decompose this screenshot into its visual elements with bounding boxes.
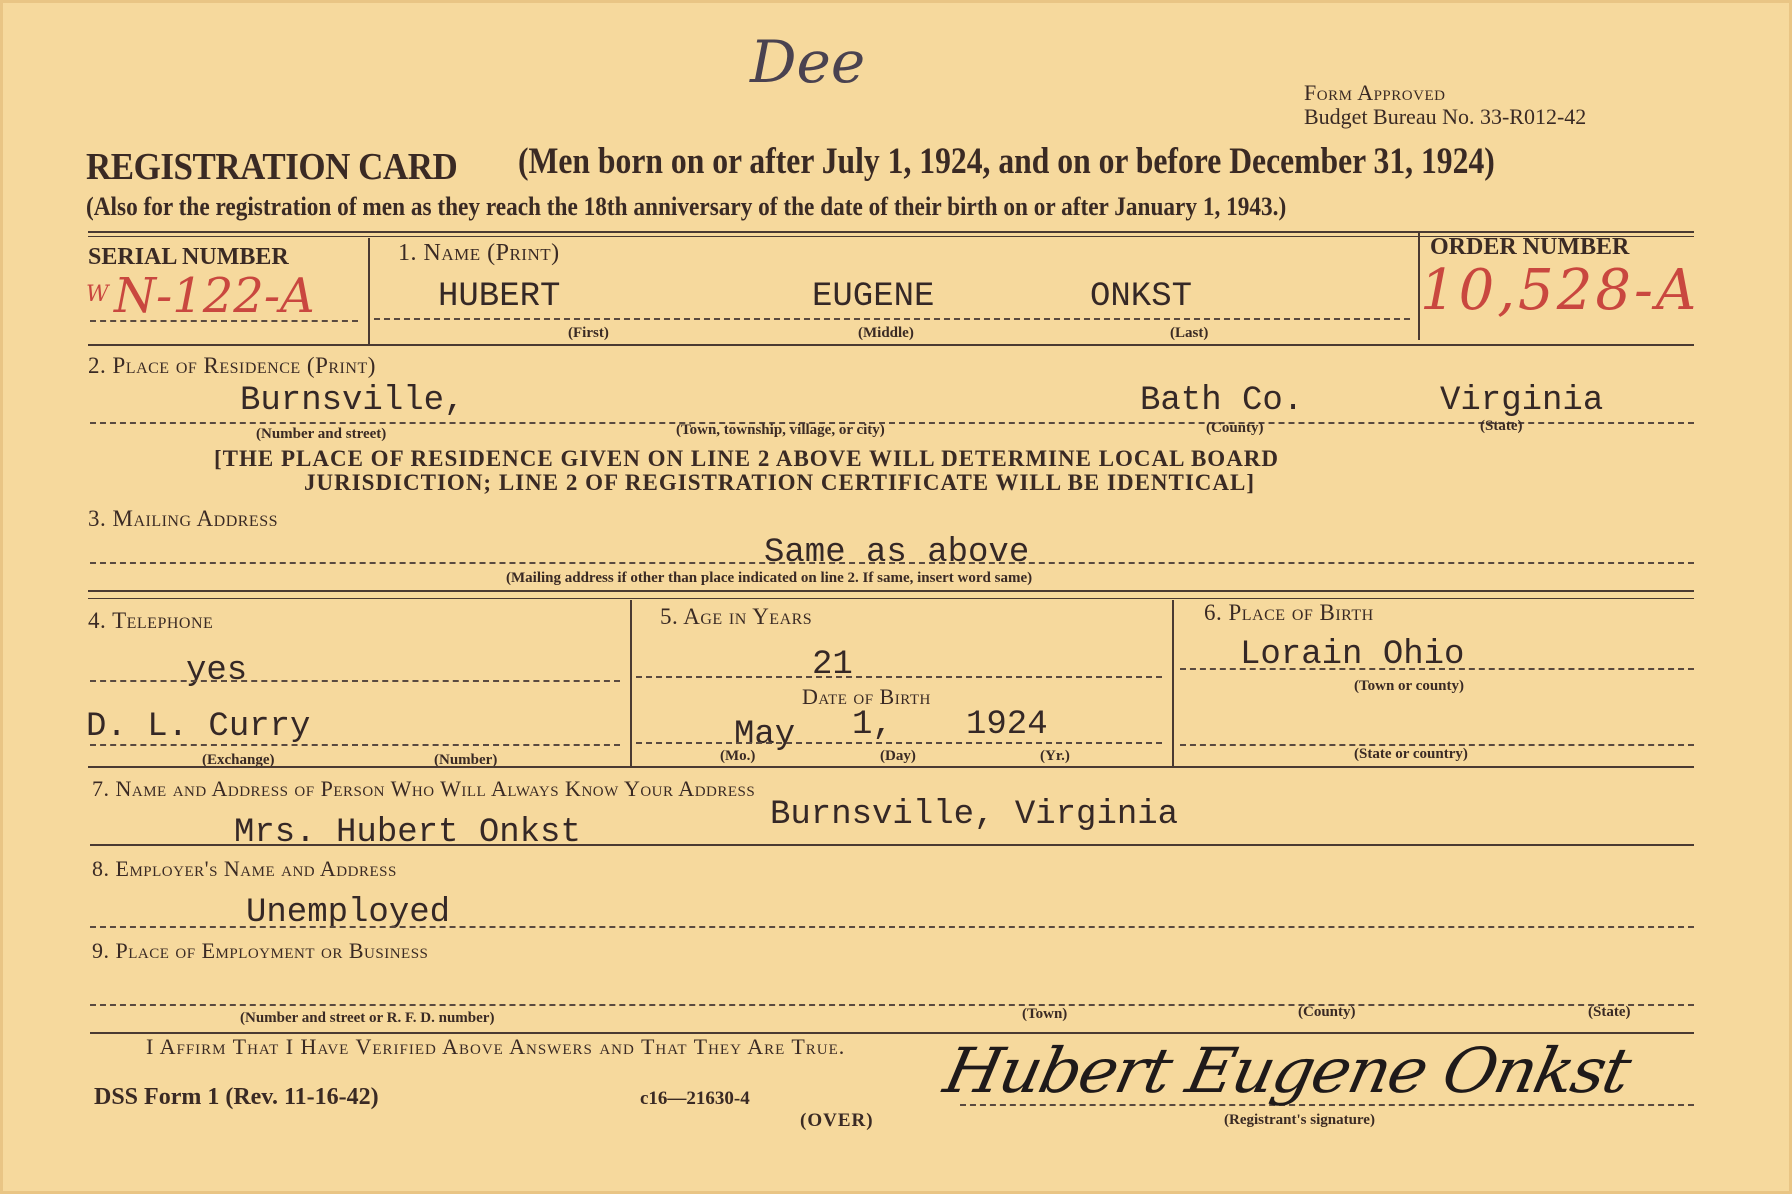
contact-label: 7. Name and Address of Person Who Will Always Know Your Address <box>92 776 756 801</box>
order-number-value: 10,528-A <box>1420 258 1700 323</box>
top-handwritten-mark: Dee <box>750 28 866 96</box>
contact-address-value: Burnsville, Virginia <box>770 796 1179 834</box>
residence-label: 2. Place of Residence (Print) <box>88 353 376 378</box>
middle-caption: (Middle) <box>858 325 914 341</box>
telephone-value: yes <box>186 652 248 690</box>
mailing-label: 3. Mailing Address <box>88 506 278 531</box>
affirmation-text: I Affirm That I Have Verified Above Answers and That They Are True. <box>146 1034 846 1059</box>
year-caption: (Yr.) <box>1040 748 1070 764</box>
card-title: REGISTRATION CARD <box>86 146 458 188</box>
birth-month-value: May <box>734 716 796 754</box>
card-subtitle: (Also for the registration of men as they reach the 18th anniversary of the date of their birth on or after January 1, 1943.) <box>86 192 1287 221</box>
age-value: 21 <box>812 646 853 684</box>
budget-number: Budget Bureau No. 33-R012-42 <box>1304 104 1587 129</box>
place-of-birth-label: 6. Place of Birth <box>1204 600 1374 625</box>
residence-county-value: Bath Co. <box>1140 382 1304 420</box>
form-approved: Form Approved <box>1304 80 1446 105</box>
last-caption: (Last) <box>1170 325 1209 341</box>
exchange-value: D. L. Curry <box>86 708 311 746</box>
mailing-caption: (Mailing address if other than place indicated on line 2. If same, insert word same) <box>506 570 1033 586</box>
registrant-signature: Hubert Eugene Onkst <box>938 1034 1636 1107</box>
last-name-value: ONKST <box>1090 278 1193 316</box>
residence-note-line2: JURISDICTION; LINE 2 OF REGISTRATION CERTIFICATE WILL BE IDENTICAL] <box>304 470 1256 495</box>
month-caption: (Mo.) <box>720 748 756 764</box>
residence-town-value: Burnsville, <box>240 382 465 420</box>
exchange-caption: (Exchange) <box>202 752 275 768</box>
employment-town-caption: (Town) <box>1022 1006 1068 1022</box>
state-caption: (State) <box>1480 418 1523 434</box>
number-caption: (Number) <box>434 752 498 768</box>
employment-county-caption: (County) <box>1298 1004 1356 1020</box>
serial-number-value: N-122-A <box>114 268 315 324</box>
employer-value: Unemployed <box>246 894 451 932</box>
mailing-value: Same as above <box>764 534 1030 572</box>
serial-number-label: SERIAL NUMBER <box>88 244 289 270</box>
signature-caption: (Registrant's signature) <box>1224 1112 1375 1128</box>
contact-name-value: Mrs. Hubert Onkst <box>234 814 581 852</box>
form-identifier: DSS Form 1 (Rev. 11-16-42) <box>94 1084 379 1110</box>
title-range: (Men born on or after July 1, 1924, and on or before December 31, 1924) <box>518 141 1495 182</box>
over-marker: (OVER) <box>800 1110 874 1131</box>
telephone-label: 4. Telephone <box>88 608 214 633</box>
town-caption: (Town, township, village, or city) <box>676 422 885 438</box>
county-caption: (County) <box>1206 420 1264 436</box>
name-label: 1. Name (Print) <box>398 240 560 266</box>
age-label: 5. Age in Years <box>660 604 813 629</box>
first-caption: (First) <box>568 325 609 341</box>
employment-street-caption: (Number and street or R. F. D. number) <box>240 1010 495 1026</box>
birth-year-value: 1924 <box>966 706 1048 744</box>
residence-state-value: Virginia <box>1440 382 1604 420</box>
day-caption: (Day) <box>880 748 916 764</box>
first-name-value: HUBERT <box>438 278 561 316</box>
order-number-label: ORDER NUMBER <box>1430 234 1630 260</box>
print-code: c16—21630-4 <box>640 1088 750 1109</box>
employer-label: 8. Employer's Name and Address <box>92 856 397 881</box>
place-of-birth-value: Lorain Ohio <box>1240 636 1465 674</box>
middle-name-value: EUGENE <box>812 278 935 316</box>
serial-prefix: W <box>86 282 109 307</box>
birth-day-value: 1, <box>852 706 893 744</box>
date-of-birth-label: Date of Birth <box>802 684 931 709</box>
employment-state-caption: (State) <box>1588 1004 1631 1020</box>
birth-state-caption: (State or country) <box>1354 746 1468 762</box>
employment-place-label: 9. Place of Employment or Business <box>92 938 429 963</box>
birth-town-caption: (Town or county) <box>1354 678 1465 694</box>
street-caption: (Number and street) <box>256 426 387 442</box>
residence-note-line1: [THE PLACE OF RESIDENCE GIVEN ON LINE 2 ABOVE WILL DETERMINE LOCAL BOARD <box>214 446 1280 471</box>
